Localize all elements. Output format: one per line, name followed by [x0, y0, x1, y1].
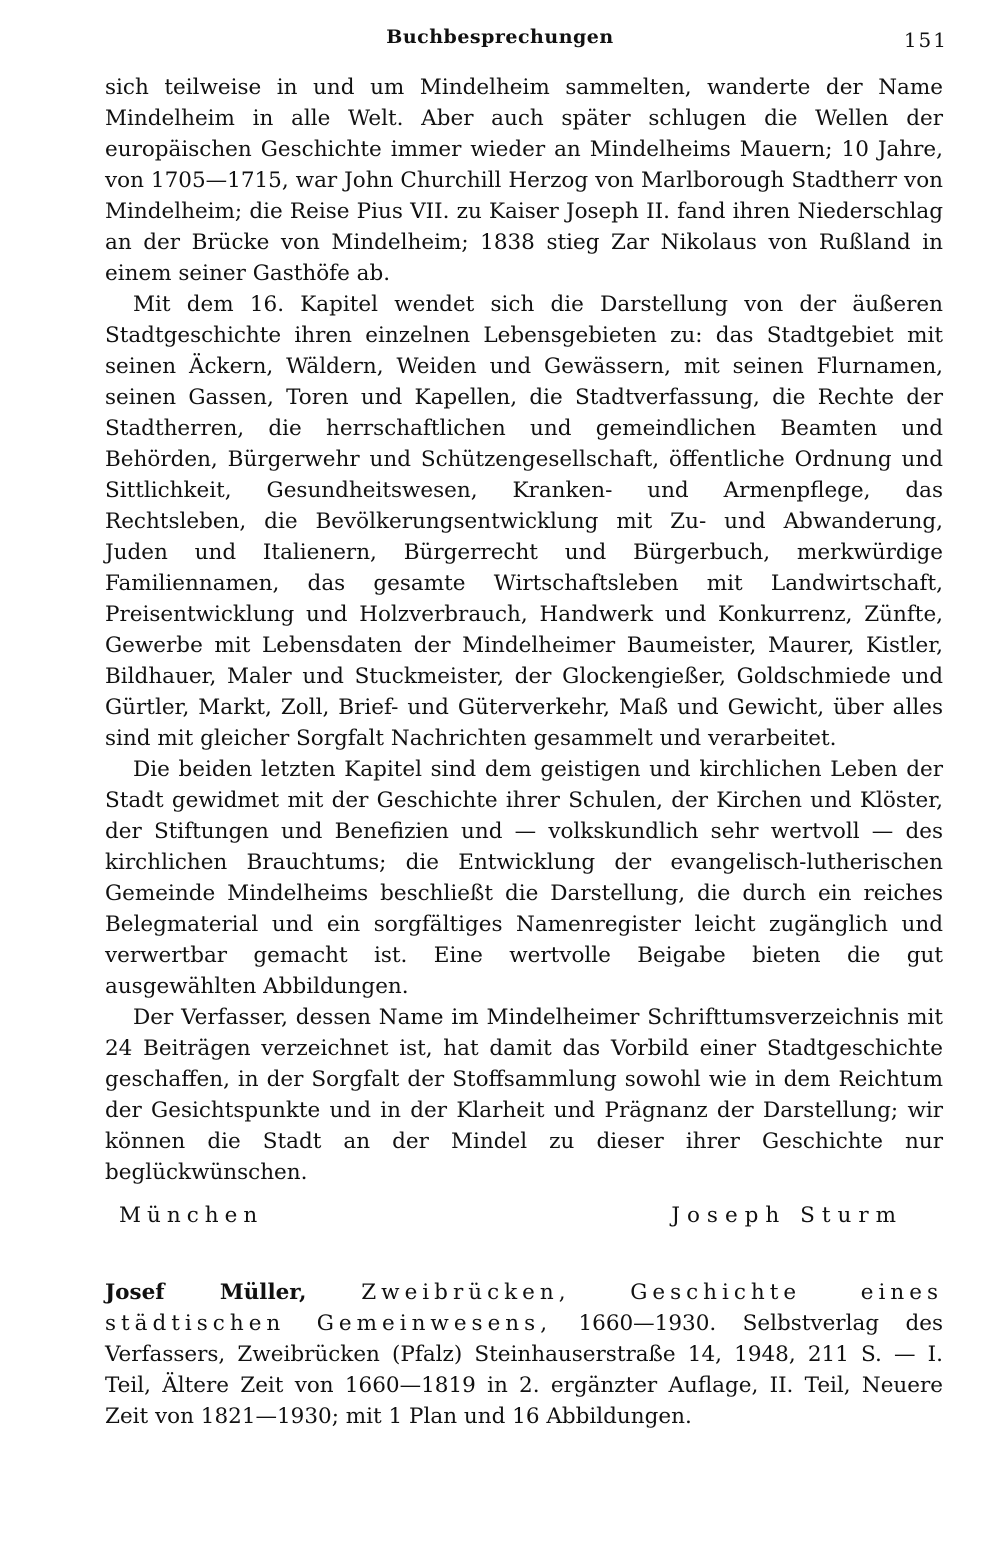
page-number: 151 [903, 28, 948, 52]
entry-author: Josef Müller, [105, 1280, 307, 1305]
paragraph-4: Der Verfasser, dessen Name im Mindelheimer Schrifttumsverzeichnis mit 24 Beiträgen verzeichnet ist, hat damit das Vorbild einer Stadtgeschichte geschaffen, in der Sorgfalt der Stoffsammlung sowohl wie in dem Reichtum der Gesichtspunkte und in der Klarheit und Prägnanz der Darstellung; wir können die Stadt an der Mindel zu dieser ihrer Geschichte nur beglückwünschen. [105, 1005, 943, 1185]
running-head: Buchbesprechungen [386, 26, 614, 48]
paragraph-3: Die beiden letzten Kapitel sind dem geistigen und kirchlichen Leben der Stadt gewidmet mit der Geschichte ihrer Schulen, der Kirchen und Klöster, der Stiftungen und Benefizien und — volkskundlich sehr wertvoll — des kirchlichen Brauchtums; die Entwicklung der evangelisch-lutherischen Gemeinde Mindelheims beschließt die Darstellung, die durch ein reiches Belegmaterial und ein sorgfältiges Namenregister leicht zugänglich und verwertbar gemacht ist. Eine wertvolle Beigabe bieten die gut ausgewählten Abbildungen. [105, 757, 943, 999]
paragraph-1: sich teilweise in und um Mindelheim sammelten, wanderte der Name Mindelheim in alle Welt. Aber auch später schlugen die Wellen der europäischen Geschichte immer wieder an Mindelheims Mauern; 10 Jahre, von 1705—1715, war John Churchill Herzog von Marlborough Stadtherr von Mindelheim; die Reise Pius VII. zu Kaiser Joseph II. fand ihren Niederschlag an der Brücke von Mindelheim; 1838 stieg Zar Nikolaus von Rußland in einem seiner Gasthöfe ab. [105, 75, 943, 286]
paragraph-2: Mit dem 16. Kapitel wendet sich die Darstellung von der äußeren Stadtgeschichte ihren einzelnen Lebensgebieten zu: das Stadtgebiet mit seinen Äckern, Wäldern, Weiden und Gewässern, mit seinen Flurnamen, seinen Gassen, Toren und Kapellen, die Stadtverfassung, die Rechte der Stadtherren, die herrschaftlichen und gemeindlichen Beamten und Behörden, Bürgerwehr und Schützengesellschaft, öffentliche Ordnung und Sittlichkeit, Gesundheitswesen, Kranken- und Armenpflege, das Rechtsleben, die Bevölkerungsentwicklung mit Zu- und Abwanderung, Juden und Italienern, Bürgerrecht und Bürgerbuch, merkwürdige Familiennamen, das gesamte Wirtschaftsleben mit Landwirtschaft, Preisentwicklung und Holzverbrauch, Handwerk und Konkurrenz, Zünfte, Gewerbe mit Lebensdaten der Mindelheimer Baumeister, Maurer, Kistler, Bildhauer, Maler und Stuckmeister, der Glockengießer, Goldschmiede und Gürtler, Markt, Zoll, Brief- und Güterverkehr, Maß und Gewicht, über alles sind mit gleicher Sorgfalt Nachrichten gesammelt und verarbeitet. [105, 292, 943, 751]
signature-place: München [119, 1203, 264, 1228]
next-review-entry [105, 1277, 943, 1432]
signature-name: Joseph Sturm [671, 1203, 903, 1228]
entry-title: Zweibrücken, Geschichte eines städtischen Gemeinwesens, [105, 1280, 944, 1336]
entry-details: 1660—1930. Selbstverlag des Verfassers, Zweibrücken (Pfalz) Steinhauserstraße 14, 1948, 211 S. — I. Teil, Ältere Zeit von 1660—1819 in 2. ergänzter Auflage, II. Teil, Neuere Zeit von 1821—1930; mit 1 Plan und 16 Abbildungen. [105, 1311, 943, 1429]
review-body [105, 72, 943, 1454]
signature-block [105, 1200, 943, 1231]
